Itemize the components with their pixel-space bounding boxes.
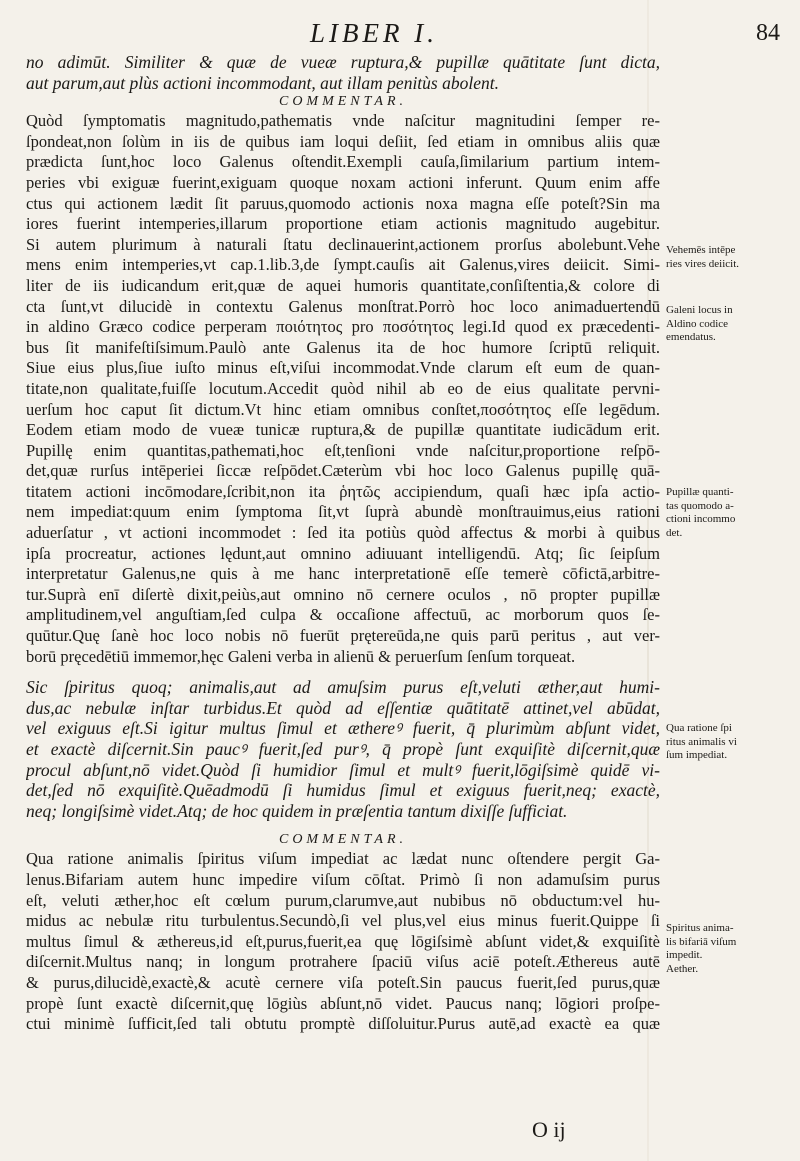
text-line: in aldino Græco codice perperam ποιότητος pro ποσότητος legi.Id quod ex præcedenti-	[26, 317, 660, 337]
text-line: prædicta ſunt,hoc loco Galenus oſtendit.Exempli cauſa,ſimilarium partium intem-	[26, 152, 660, 172]
marginal-note-line: lis bifariā viſum	[666, 935, 737, 948]
text-line: tur.Suprà enī diſertè dixit,peiùs,aut omnino nō cernere oculos , nō propter pupillæ	[26, 584, 660, 604]
signature-mark: O ij	[532, 1117, 566, 1142]
text-line: Quòd ſymptomatis magnitudo,pathematis vnde naſcitur magnitudini ſemper re-	[26, 111, 660, 131]
marginal-note	[666, 486, 776, 540]
text-line: cta ſunt,vt dilucidè in contextu Galenus monſtrat.Porrò hoc loco animaduertendū	[26, 296, 660, 316]
text-line: amplitudinem,vel anguſtiam,ſed culpa & occaſione affectuū, ac morborum quos ſe-	[26, 605, 660, 625]
commentary-heading: COMMENTAR.	[278, 94, 407, 110]
text-line: det,ſed nō exquiſitè.Quēadmodū ſi humidus ſimul et exiguus fuerit,neq; exactè,	[26, 780, 660, 801]
text-line: borū pręcedētiū immemor,hęc Galeni verba in alienū & peruerſum ſenſum torqueat.	[26, 646, 576, 666]
text-line: procul abſunt,nō videt.Quòd ſi humidior ſimul et multꝰ fuerit,lōgiſsimè quidē vi-	[26, 759, 660, 780]
text-line: midus ac nebulæ ritu turbulentus.Secundò,ſi vel plus,vel eius minus fuerit.Quippe ſi	[26, 911, 660, 931]
page-number: 84	[756, 20, 780, 46]
galen-text-paragraph	[26, 677, 660, 821]
text-line: neq; longiſsimè videt.Atq; de hoc quidem in præſentia tantum dixiſſe ſufficiat.	[26, 800, 568, 821]
text-line: mens enim intemperies,vt cap.1.lib.3,de ſympt.cauſis ait Galenus,vires deiicit. Simi-	[26, 255, 660, 275]
marginal-note-line: ritus animalis vi	[666, 735, 737, 748]
marginal-note	[666, 244, 776, 271]
marginal-note-line: det.	[666, 526, 683, 539]
marginal-note-line: Pupillæ quanti-	[666, 486, 734, 498]
commentary-heading: COMMENTAR.	[278, 832, 407, 848]
text-line: nem impediat:quum enim ſymptoma ſit,vt ſuprà abundè monſtrauimus,eius rationi	[26, 502, 660, 522]
opening-lines	[26, 52, 660, 93]
text-line: et exactè diſcernit.Sin paucꝰ fuerit,ſed purꝰ, q̄ propè ſunt exquiſitè diſcernit,quæ	[26, 739, 660, 759]
marginal-note-line: ſum impediat.	[666, 749, 728, 761]
marginal-note-line: emendatus.	[666, 331, 716, 343]
text-line: aut parum,aut plùs actioni incommodant, aut illam penitùs abolent.	[26, 72, 499, 93]
text-line: ctui minimè ſufficit,ſed tali obtutu promptè diſſoluitur.Purus autē,ad exactè ea quæ	[26, 1014, 660, 1034]
text-line: liter de iis iudicandum erit,quæ de aquei humoris quantitate,conſiſtentia,& colore di	[26, 275, 660, 295]
text-line: & purus,dilucidè,exactè,& acutè cernere viſa poteſt.Sin paucus fuerit,ſed purus,quæ	[26, 972, 660, 992]
text-line: lenus.Bifariam autem hunc impedire viſum cōſtat. Primò ſi non adamuſsim purus	[26, 869, 660, 889]
text-line: vel exiguus eſt.Si igitur multus ſimul et æthereꝰ fuerit, q̄ plurimùm abſunt videt,	[26, 718, 660, 739]
text-line: Siue eius plus,ſiue iuſto minus eſt,viſui incommodat.Vnde clarum eſt eum de quan-	[26, 358, 660, 378]
text-line: ctus qui actionem lædit ſit paruus,quomodo actionis noxa magna eſſe poteſt?Sin ma	[26, 193, 660, 213]
text-line: Eodem etiam modo de vueæ tunicæ ruptura,& de pupillæ quantitate iudicādum erit.	[26, 420, 660, 440]
marginal-note-line: impedit.	[666, 949, 703, 961]
text-line: Qua ratione animalis ſpiritus viſum impediat ac lædat nunc oſtendere pergit Ga-	[26, 849, 660, 869]
running-title: LIBER I.	[310, 18, 438, 48]
text-line: multus ſimul & æthereus,id eſt,purus,fuerit,ea quę lōgiſsimè abſunt videt,& exquiſitè	[26, 931, 660, 951]
marginal-note-line: Aether.	[666, 962, 699, 975]
text-line: Sic ſpiritus quoq; animalis,aut ad amuſsim purus eſt,veluti æther,aut humi-	[26, 677, 660, 698]
text-line: dus,ac nebulæ inſtar turbidus.Et quòd ad eſſentiæ quātitatē attinet,vel abūdat,	[26, 697, 660, 718]
text-line: det,quæ rurſus intēperiei ſiccæ reſpōdet.Cæterùm vbi hoc loco Galenus pupillę quā-	[26, 461, 660, 481]
text-line: no adimūt. Similiter & quæ de vueæ ruptura,& pupillæ quātitate ſunt dicta,	[26, 52, 660, 72]
paragraph-gap	[26, 667, 660, 677]
marginal-note-line: ctioni incommo	[666, 513, 736, 525]
marginal-note-line: Vehemēs intēpe	[666, 244, 736, 256]
text-line: titate,non qualitate,fuiſſe locutum.Accedit quòd nihil ab eo de eius qualitate pervni-	[26, 378, 660, 398]
text-line: iores fuerint intemperies,illarum proportione etiam actionis magnitudo augebitur.	[26, 214, 660, 234]
marginal-note-line: Aldino codice	[666, 317, 729, 330]
marginal-note-line: tas quomodo a-	[666, 499, 734, 512]
text-line: uerſum hoc caput ſit dictum.Vt hinc etiam omnibus conſtet,ποσότητος eſſe legēdum.	[26, 399, 660, 419]
marginal-note-line: ries vires deiicit.	[666, 257, 740, 270]
text-line: peries vbi exiguæ fuerint,exiguam quoque noxam actioni inferunt. Quum enim affe	[26, 172, 660, 192]
commentary-paragraph	[26, 849, 660, 1034]
text-line: diſcernit.Multus nanq; in longum protrahere ſpaciū viſus aciē poteſt.Æthereus autē	[26, 952, 660, 972]
main-text-column	[26, 52, 660, 1035]
marginal-note	[666, 922, 776, 976]
text-line: eſt, veluti æther,hoc eſt cœlum purum,clarumve,aut nubibus nō obductum:vel hu-	[26, 890, 660, 910]
text-line: quūtur.Quę ſanè hoc loco nobis nō fuerūt prętereūda,ne quis parū peritus , aut ver-	[26, 626, 660, 646]
paragraph-gap	[26, 821, 660, 831]
text-line: ſpondeat,non ſolùm in iis de quibus iam loqui deſiit, ſed etiam in omnibus aliis quæ	[26, 131, 660, 151]
text-line: Si autem plurimum à naturali ſtatu declinauerint,actionem prorſus abolebunt.Vehe	[26, 234, 660, 254]
marginal-note-line: Galeni locus in	[666, 304, 733, 316]
marginal-note	[666, 722, 776, 763]
text-line: titatem actioni incōmodare,ſcribit,non ita ῥητῶς accipiendum, quaſi hæc ipſa actio-	[26, 481, 660, 501]
marginal-note-line: Spiritus anima-	[666, 922, 734, 934]
text-line: bus ſit manifeſtiſsimum.Paulò ante Galenus ita de hoc humore ſcriptū reliquit.	[26, 337, 660, 357]
commentary-paragraph	[26, 111, 660, 667]
text-line: aduerſatur , vt actioni incommodet : ſed ita potiùs quòd affectus & morbi à quibus	[26, 523, 660, 543]
marginal-note	[666, 304, 776, 345]
text-line: ipſa procreatur, actiones lędunt,aut omnino adiuuant intelligendū. Atq; ſic ſeipſum	[26, 543, 660, 563]
page-header	[20, 18, 780, 54]
text-line: propè ſunt exactè diſcernit,quę lōgiùs abſunt,nō videt. Paucus nanq; lōgiori proſpe-	[26, 993, 660, 1013]
text-line: Pupillę enim quantitas,pathemati,hoc eſt,tenſioni vnde naſcitur,proportione reſpō-	[26, 440, 660, 460]
text-line: interpretatur Galenus,ne quis à me hanc interpretationē eſſe temerè cōfictā,arbitre-	[26, 564, 660, 584]
marginal-note-line: Qua ratione ſpi	[666, 722, 732, 734]
